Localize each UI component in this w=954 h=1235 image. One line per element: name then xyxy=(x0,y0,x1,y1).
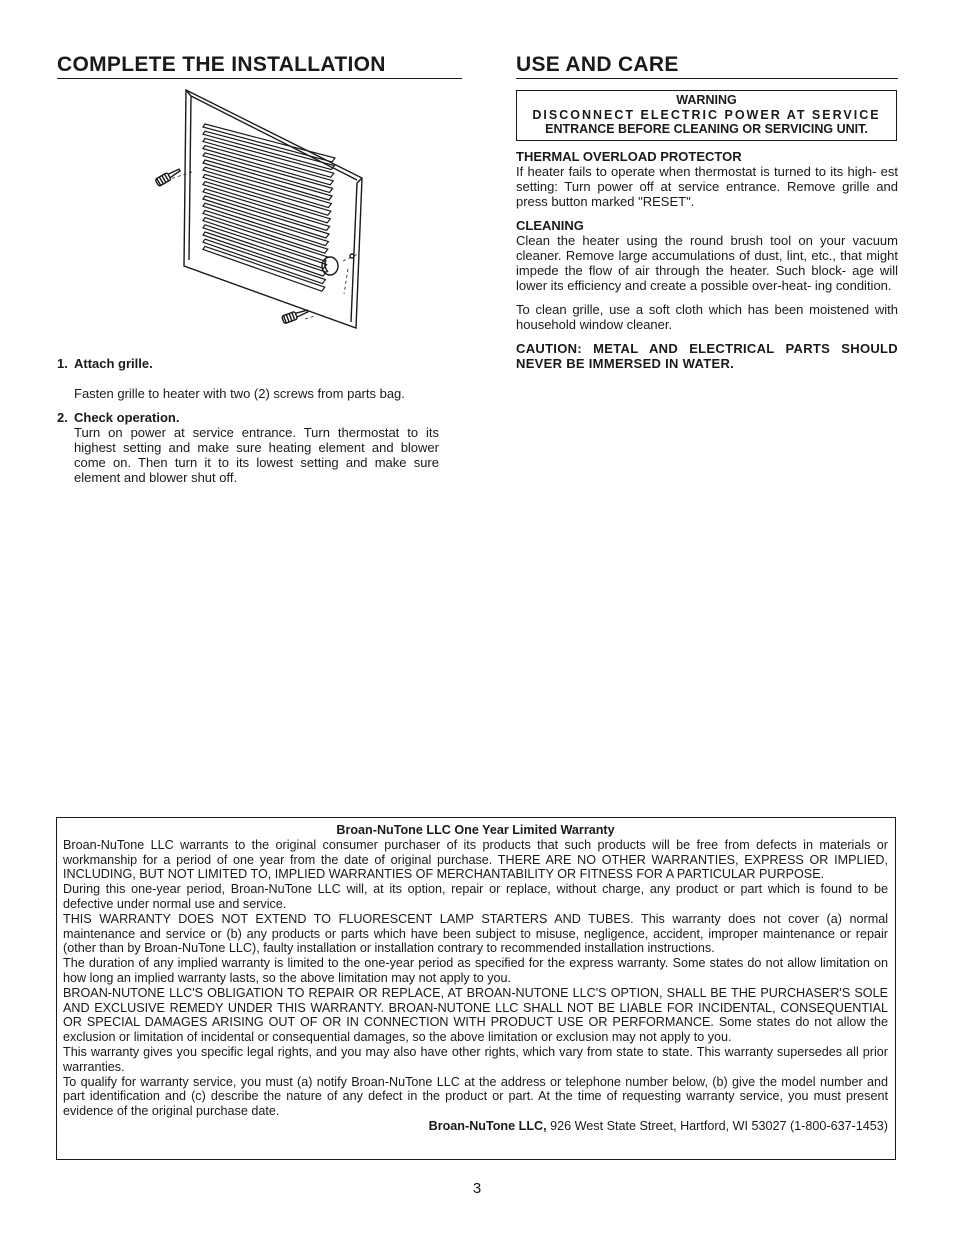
thermal-title: THERMAL OVERLOAD PROTECTOR xyxy=(516,149,742,164)
warranty-paragraph: During this one-year period, Broan-NuTone LLC will, at its option, repair or replace, without charge, any product or part which is found to be defective under normal use and service. xyxy=(63,882,888,911)
warning-title: WARNING xyxy=(676,93,737,107)
installation-steps xyxy=(57,356,439,485)
cleaning-body-1: Clean the heater using the round brush tool on your vacuum cleaner. Remove large accumulations of dust, lint, etc., that might impede the flow of air through the heater. Such block- age will lower its efficiency and create a possible over-heat- ing condition. xyxy=(516,233,898,293)
louver-slot xyxy=(203,218,327,261)
step-1-title-text: Attach grille. xyxy=(74,356,153,371)
grille-screws-illustration xyxy=(100,84,400,334)
company-address: 926 West State Street, Hartford, WI 53027 (1-800-637-1453) xyxy=(546,1118,888,1133)
caution-text: CAUTION: METAL AND ELECTRICAL PARTS SHOULD NEVER BE IMMERSED IN WATER. xyxy=(516,341,898,371)
company-name: Broan-NuTone LLC, xyxy=(428,1118,547,1133)
warranty-paragraph: BROAN-NUTONE LLC'S OBLIGATION TO REPAIR OR REPLACE, AT BROAN-NUTONE LLC'S OPTION, SHALL BE THE PURCHASER'S SOLE AND EXCLUSIVE REMEDY UNDER THIS WARRANTY. BROAN-NUTONE LLC SHALL NOT BE LIABLE FOR INCIDENTAL, CONSEQUENTIAL OR SPECIAL DAMAGES ARISING OUT OF OR IN CONNECTION WITH PRODUCT USE OR PERFORMANCE. Some states do not allow the exclusion or limitation of incidental or consequential damages, so the above limitation or exclusion may not apply to you. xyxy=(63,985,888,1045)
step-1-title xyxy=(57,356,439,371)
warranty-box xyxy=(56,817,896,1160)
section-heading-use-and-care: USE AND CARE xyxy=(516,53,898,79)
louver-slot xyxy=(203,239,325,283)
warranty-title: Broan-NuTone LLC One Year Limited Warranty xyxy=(336,823,615,837)
step-2-title xyxy=(57,410,439,425)
warning-line-1: DISCONNECT ELECTRIC POWER AT SERVICE xyxy=(532,107,881,122)
warning-line-2: ENTRANCE BEFORE CLEANING OR SERVICING UNIT. xyxy=(545,122,868,136)
cleaning-body-2: To clean grille, use a soft cloth which has been moistened with household window cleaner. xyxy=(516,302,898,332)
warranty-contact xyxy=(63,1119,888,1134)
warranty-paragraph: The duration of any implied warranty is limited to the one-year period as specified for the express warranty. Some states do not allow limitation on how long an implied warranty lasts, so the above limitation may not apply to you. xyxy=(63,956,888,985)
warranty-paragraph: THIS WARRANTY DOES NOT EXTEND TO FLUORESCENT LAMP STARTERS AND TUBES. This warranty does not cover (a) normal maintenance and service or (b) any products or parts which have been subject to misuse, negligence, accident, improper maintenance or repair (other than by Broan-NuTone LLC), faulty installation or installation contrary to recommended installation instructions. xyxy=(63,911,888,956)
section-heading-installation: COMPLETE THE INSTALLATION xyxy=(57,53,462,79)
step-2-title-text: Check operation. xyxy=(74,410,180,425)
warranty-paragraph: Broan-NuTone LLC warrants to the original consumer purchaser of its products that such products will be free from defects in materials or workmanship for a period of one year from the date of original purchase. THERE ARE NO OTHER WARRANTIES, EXPRESS OR IMPLIED, INCLUDING, BUT NOT LIMITED TO, IMPLIED WARRANTIES OF MERCHANTABILITY OR FITNESS FOR A PARTICULAR PURPOSE. xyxy=(63,837,888,882)
use-and-care-content xyxy=(516,149,898,371)
step-2-number: 2. xyxy=(57,410,68,425)
step-2-body: Turn on power at service entrance. Turn thermostat to its highest setting and make sure heating element and blower come on. Then turn it to its lowest setting and make sure element and blower shut off. xyxy=(74,425,439,485)
warranty-paragraph: This warranty gives you specific legal rights, and you may also have other rights, which vary from state to state. This warranty supersedes all prior warranties. xyxy=(63,1044,888,1074)
warranty-paragraph: To qualify for warranty service, you must (a) notify Broan-NuTone LLC at the address or telephone number below, (b) give the model number and part identification and (c) describe the nature of any defect in the product or part. At the time of requesting warranty service, you must present evidence of the original purchase date. xyxy=(63,1074,888,1119)
step-1-number: 1. xyxy=(57,356,68,371)
page-number: 3 xyxy=(472,1180,482,1197)
cleaning-title: CLEANING xyxy=(516,218,584,233)
louver-slot xyxy=(203,232,326,276)
louver-slot xyxy=(203,246,325,291)
step-1-body: Fasten grille to heater with two (2) screws from parts bag. xyxy=(74,386,405,401)
louver-slot xyxy=(203,225,327,269)
warning-box xyxy=(516,90,897,141)
thermal-body: If heater fails to operate when thermostat is turned to its high- est setting: Turn power off at service entrance. Remove grille and press button marked "RESET". xyxy=(516,164,898,209)
